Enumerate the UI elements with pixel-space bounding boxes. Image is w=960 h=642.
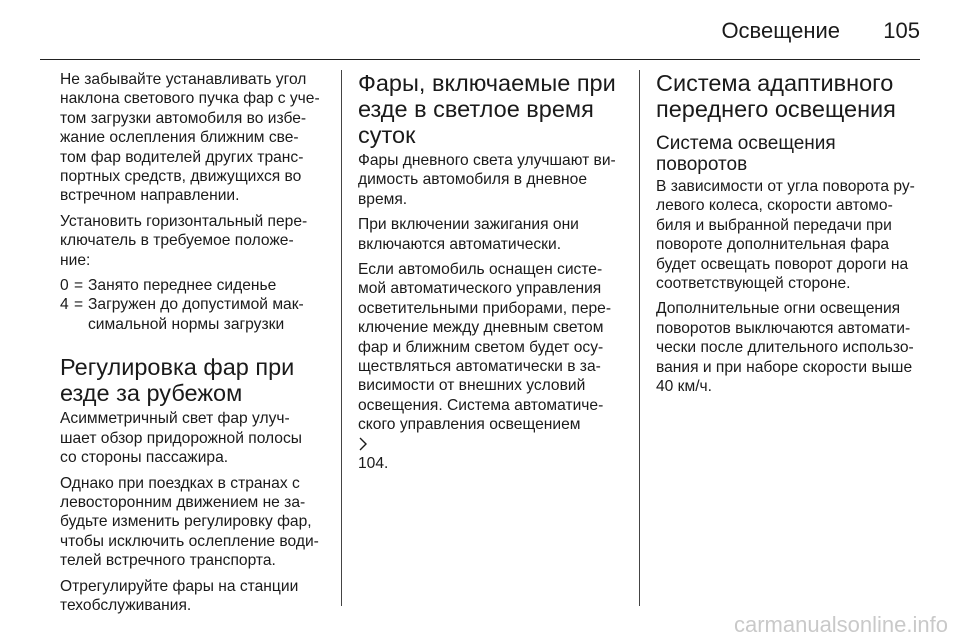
text-line: Загружен до допустимой мак- bbox=[88, 296, 304, 314]
column-2 bbox=[358, 70, 626, 480]
column-divider-1 bbox=[341, 70, 342, 606]
text-line: суток bbox=[358, 122, 416, 148]
column-1 bbox=[60, 70, 336, 621]
text-line: Фары дневного света улучшают ви- bbox=[358, 152, 616, 169]
paragraph-drl-ignition bbox=[358, 215, 626, 254]
text-line: ществляться автоматически в за- bbox=[358, 358, 601, 376]
text-line: висимости от внешних условий bbox=[358, 377, 586, 395]
paragraph-asymmetric-light bbox=[60, 409, 336, 467]
heading-cornering-light bbox=[656, 133, 928, 175]
text-line: со стороны пассажира. bbox=[60, 449, 229, 467]
text-line: соответствующей стороне. bbox=[656, 275, 851, 293]
text-line: симальной нормы загрузки bbox=[88, 315, 285, 333]
paragraph-cornering-shutoff bbox=[656, 299, 928, 396]
column-divider-2 bbox=[639, 70, 640, 606]
page-header bbox=[0, 0, 960, 60]
text-line: том загрузки автомобиля во избе- bbox=[60, 109, 307, 127]
text-line: телей встречного транспорта. bbox=[60, 552, 276, 570]
text-line: поворотов bbox=[656, 154, 748, 175]
list-item-text bbox=[88, 276, 276, 295]
running-title: Освещение bbox=[721, 18, 840, 43]
text-line: Занято переднее сиденье bbox=[88, 277, 277, 295]
text-line: Дополнительные огни освещения bbox=[656, 300, 901, 318]
text-line: мой автоматического управления bbox=[358, 280, 602, 298]
text-line: Система адаптивного bbox=[656, 70, 894, 96]
text-line: 40 км/ч. bbox=[656, 378, 713, 396]
paragraph-drl-visibility bbox=[358, 151, 626, 209]
watermark: carmanualsonline.info bbox=[733, 612, 948, 637]
list-item-text bbox=[88, 295, 304, 334]
text-line: левосторонним движением не за- bbox=[60, 493, 306, 511]
column-3 bbox=[656, 70, 928, 402]
text-line: переднего освещения bbox=[656, 96, 896, 122]
text-line: Однако при поездках в странах с bbox=[60, 474, 300, 492]
text-line: Система освещения bbox=[656, 133, 836, 154]
heading-daytime-running-lights bbox=[358, 70, 626, 148]
position-list bbox=[60, 276, 336, 334]
text-line: В зависимости от угла поворота ру- bbox=[656, 178, 915, 195]
text-line: время. bbox=[358, 190, 408, 208]
text-line: освещения. Система автоматиче- bbox=[358, 396, 604, 414]
text-line: вания и при наборе скорости выше bbox=[656, 358, 913, 376]
text-line: будет освещать поворот дороги на bbox=[656, 255, 909, 273]
text-line: ключение между дневным светом bbox=[358, 319, 604, 337]
text-line: езде в светлое время bbox=[358, 96, 594, 122]
text-line: Отрегулируйте фары на станции bbox=[60, 577, 299, 595]
text-line: Асимметричный свет фар улуч- bbox=[60, 410, 290, 428]
text-line: жание ослепления ближним све- bbox=[60, 129, 299, 147]
list-item-equals: = bbox=[74, 277, 84, 295]
text-line: включаются автоматически. bbox=[358, 235, 562, 253]
list-item-equals: = bbox=[74, 296, 84, 314]
paragraph-cornering-operation bbox=[656, 177, 928, 293]
list-item bbox=[60, 295, 336, 334]
text-line: фар и ближним светом будет осу- bbox=[358, 338, 604, 356]
text-line: ние: bbox=[60, 251, 91, 269]
text-line: ского управления освещением bbox=[358, 416, 581, 434]
text-line: портных средств, движущихся во bbox=[60, 168, 302, 186]
cross-reference[interactable] bbox=[358, 435, 626, 474]
text-line: езде за рубежом bbox=[60, 380, 243, 407]
cross-reference-arrow-icon bbox=[358, 437, 368, 451]
paragraph-auto-light-control bbox=[358, 260, 626, 473]
paragraph-switch-instruction bbox=[60, 212, 336, 270]
header-divider bbox=[40, 59, 920, 60]
text-line: встречном направлении. bbox=[60, 187, 240, 205]
text-line: Не забывайте устанавливать угол bbox=[60, 71, 307, 88]
text-line: Если автомобиль оснащен систе- bbox=[358, 261, 603, 279]
text-line: Фары, включаемые при bbox=[358, 70, 616, 96]
text-line: шает обзор придорожной полосы bbox=[60, 429, 302, 447]
text-line: поворотов выключаются автомати- bbox=[656, 319, 911, 337]
cross-reference-page: 104. bbox=[358, 455, 389, 473]
text-line: биля и выбранной передачи при bbox=[656, 216, 892, 234]
paragraph-service-station bbox=[60, 577, 336, 616]
text-line: том фар водителей других транс- bbox=[60, 148, 304, 166]
text-line: При включении зажигания они bbox=[358, 216, 579, 234]
text-line: Регулировка фар при bbox=[60, 354, 295, 381]
text-line: повороте дополнительная фара bbox=[656, 236, 890, 254]
text-line: наклона светового пучка фар с уче- bbox=[60, 90, 320, 108]
list-item-key: 0 bbox=[60, 277, 69, 295]
text-line: чески после длительного использо- bbox=[656, 339, 914, 357]
text-line: ключатель в требуемое положе- bbox=[60, 232, 294, 250]
text-line: левого колеса, скорости автомо- bbox=[656, 197, 893, 215]
text-line: чтобы исключить ослепление води- bbox=[60, 532, 319, 550]
text-line: осветительными приборами, пере- bbox=[358, 299, 612, 317]
heading-adaptive-forward-lighting bbox=[656, 70, 928, 122]
list-item bbox=[60, 276, 336, 295]
paragraph-left-hand-traffic bbox=[60, 474, 336, 571]
heading-abroad-adjustment bbox=[60, 354, 336, 406]
text-line: Установить горизонтальный пере- bbox=[60, 212, 308, 230]
text-line: техобслуживания. bbox=[60, 596, 192, 614]
list-item-key: 4 bbox=[60, 296, 69, 314]
text-line: будьте изменить регулировку фар, bbox=[60, 513, 312, 531]
paragraph-headlight-angle bbox=[60, 70, 336, 206]
text-line: димость автомобиля в дневное bbox=[358, 171, 588, 189]
page-number: 105 bbox=[883, 18, 920, 43]
